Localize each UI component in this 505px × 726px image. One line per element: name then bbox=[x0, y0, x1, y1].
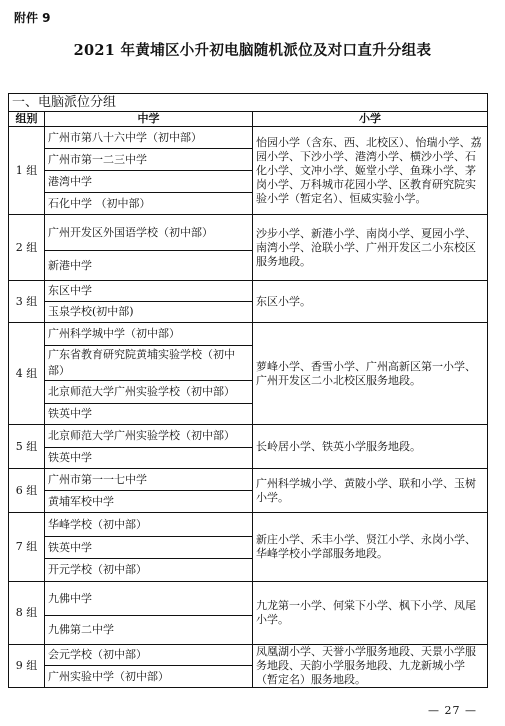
middle-school-cell: 广州实验中学（初中部） bbox=[45, 666, 253, 688]
table-row bbox=[9, 323, 488, 346]
page-number: — 27 — bbox=[428, 704, 477, 717]
middle-school-cell: 石化中学 （初中部） bbox=[45, 193, 253, 215]
middle-school-cell: 铁英中学 bbox=[45, 404, 253, 425]
table-row bbox=[9, 215, 488, 251]
group-cell: 8 组 bbox=[9, 582, 45, 645]
group-cell: 7 组 bbox=[9, 513, 45, 582]
primary-schools-cell: 东区小学。 bbox=[253, 281, 488, 323]
middle-school-cell: 东区中学 bbox=[45, 281, 253, 302]
middle-school-cell: 广州市第一一七中学 bbox=[45, 469, 253, 491]
table-row bbox=[9, 425, 488, 448]
document-title: 2021 年黄埔区小升初电脑随机派位及对口直升分组表 bbox=[73, 42, 432, 59]
header-primary: 小学 bbox=[253, 112, 488, 127]
primary-schools-cell: 长岭居小学、铁英小学服务地段。 bbox=[253, 425, 488, 469]
table-row bbox=[9, 281, 488, 302]
table-row bbox=[9, 469, 488, 491]
primary-schools-cell: 沙步小学、新港小学、南岗小学、夏园小学、南湾小学、沧联小学、广州开发区二小东校区服务地段。 bbox=[253, 215, 488, 281]
middle-school-cell: 开元学校（初中部） bbox=[45, 559, 253, 582]
group-cell: 9 组 bbox=[9, 645, 45, 688]
middle-school-cell: 会元学校（初中部） bbox=[45, 645, 253, 666]
grouping-table bbox=[8, 93, 488, 688]
section-row bbox=[9, 94, 488, 112]
middle-school-cell: 北京师范大学广州实验学校（初中部） bbox=[45, 425, 253, 448]
table-row bbox=[9, 582, 488, 616]
middle-school-cell: 广州开发区外国语学校（初中部） bbox=[45, 215, 253, 251]
middle-school-cell: 黄埔军校中学 bbox=[45, 491, 253, 513]
header-middle: 中学 bbox=[45, 112, 253, 127]
middle-school-cell: 铁英中学 bbox=[45, 537, 253, 559]
primary-schools-cell: 九龙第一小学、何棠下小学、枫下小学、凤尾小学。 bbox=[253, 582, 488, 645]
table-header-row bbox=[9, 112, 488, 127]
primary-schools-cell: 凤凰湖小学、天誉小学服务地段、天景小学服务地段、天韵小学服务地段、九龙新城小学（暂定名）服务地段。 bbox=[253, 645, 488, 688]
middle-school-cell: 北京师范大学广州实验学校（初中部） bbox=[45, 381, 253, 404]
group-cell: 5 组 bbox=[9, 425, 45, 469]
middle-school-cell: 广州科学城中学（初中部） bbox=[45, 323, 253, 346]
table-row bbox=[9, 127, 488, 149]
annex-label: 附件 9 bbox=[14, 11, 51, 25]
table-row bbox=[9, 645, 488, 666]
primary-schools-cell: 萝峰小学、香雪小学、广州高新区第一小学、广州开发区二小北校区服务地段。 bbox=[253, 323, 488, 425]
header-group: 组别 bbox=[9, 112, 45, 127]
middle-school-cell: 广州市第八十六中学（初中部） bbox=[45, 127, 253, 149]
group-cell: 6 组 bbox=[9, 469, 45, 513]
primary-schools-cell: 广州科学城小学、黄陂小学、联和小学、玉树小学。 bbox=[253, 469, 488, 513]
middle-school-cell: 港湾中学 bbox=[45, 171, 253, 193]
middle-school-cell: 铁英中学 bbox=[45, 448, 253, 469]
middle-school-cell: 玉泉学校(初中部) bbox=[45, 302, 253, 323]
middle-school-cell: 华峰学校（初中部） bbox=[45, 513, 253, 537]
middle-school-cell: 九佛第二中学 bbox=[45, 616, 253, 645]
table-row bbox=[9, 513, 488, 537]
primary-schools-cell: 怡园小学（含东、西、北校区）、怡瑞小学、荔园小学、下沙小学、港湾小学、横沙小学、石化小学、文冲小学、姬堂小学、鱼珠小学、茅岗小学、万科城市花园小学、区教育研究院实验小学（暂定名）、恒威实验小学。 bbox=[253, 127, 488, 215]
middle-school-cell: 广州市第一二三中学 bbox=[45, 149, 253, 171]
group-cell: 4 组 bbox=[9, 323, 45, 425]
group-cell: 2 组 bbox=[9, 215, 45, 281]
group-cell: 3 组 bbox=[9, 281, 45, 323]
middle-school-cell: 九佛中学 bbox=[45, 582, 253, 616]
primary-schools-cell: 新庄小学、禾丰小学、贤江小学、永岗小学、华峰学校小学部服务地段。 bbox=[253, 513, 488, 582]
middle-school-cell: 新港中学 bbox=[45, 251, 253, 281]
group-cell: 1 组 bbox=[9, 127, 45, 215]
middle-school-cell: 广东省教育研究院黄埔实验学校（初中部） bbox=[45, 346, 253, 381]
section-title: 一、电脑派位分组 bbox=[9, 94, 488, 112]
